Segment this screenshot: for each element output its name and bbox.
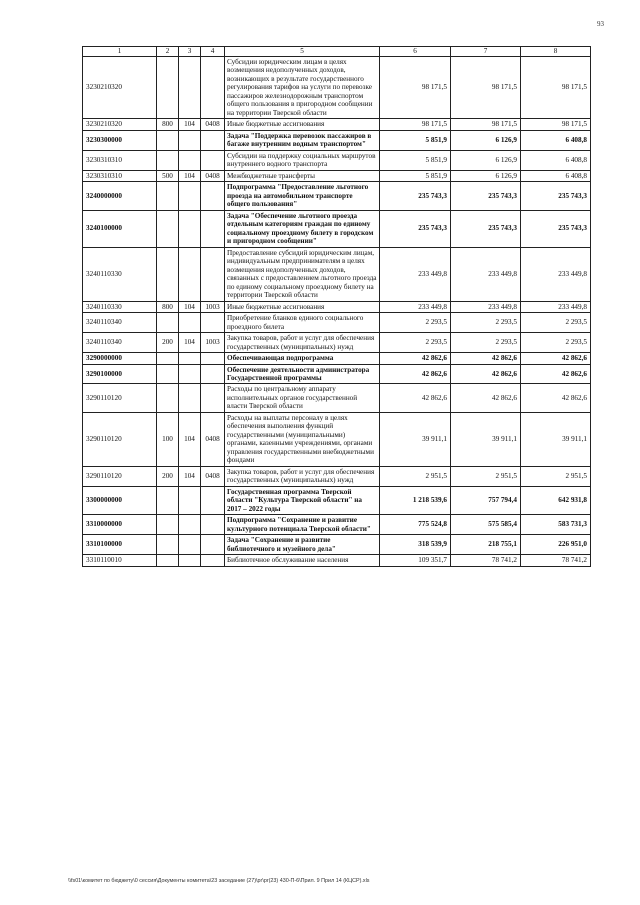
amount-cell-7: 235 743,3 (451, 210, 521, 247)
administrator-cell (179, 353, 201, 364)
code-cell: 3230300000 (83, 130, 157, 150)
description-cell: Приобретение бланков единого социального проездного билета (225, 313, 380, 333)
section-cell: 0408 (201, 119, 225, 130)
description-cell: Государственная программа Тверской области "Культура Тверской области" на 2017 – 2022 годы (225, 486, 380, 514)
administrator-cell (179, 384, 201, 412)
amount-cell-6: 775 524,8 (380, 515, 451, 535)
amount-cell-6: 5 851,9 (380, 170, 451, 181)
table-row (83, 247, 591, 301)
expense-type-cell (157, 555, 179, 566)
section-cell: 1003 (201, 333, 225, 353)
expense-type-cell (157, 364, 179, 384)
description-cell: Расходы на выплаты персоналу в целях обеспечения выполнения функций государственными (муниципальными) органами, казенными учреждениями, органами управления государственными внебюджетными фондами (225, 412, 380, 466)
table-row (83, 130, 591, 150)
expense-type-cell: 100 (157, 412, 179, 466)
table-row (83, 301, 591, 312)
amount-cell-7: 98 171,5 (451, 57, 521, 119)
expense-type-cell (157, 150, 179, 170)
code-cell: 3240110340 (83, 333, 157, 353)
section-cell (201, 313, 225, 333)
amount-cell-7: 757 794,4 (451, 486, 521, 514)
amount-cell-7: 218 755,1 (451, 535, 521, 555)
code-cell: 3240110330 (83, 301, 157, 312)
table-row (83, 119, 591, 130)
administrator-cell: 104 (179, 170, 201, 181)
administrator-cell: 104 (179, 301, 201, 312)
expense-type-cell (157, 57, 179, 119)
section-cell (201, 515, 225, 535)
amount-cell-7: 233 449,8 (451, 247, 521, 301)
table-row (83, 486, 591, 514)
header-cell: 2 (157, 47, 179, 57)
code-cell: 3240110330 (83, 247, 157, 301)
administrator-cell (179, 57, 201, 119)
file-path-footer: \\fs01\комитет по бюджету\0 сессия\Документы комитета\23 заседание (27)\pr\pr(23) 430-П-6\Прил. 9 Прил 14 (КЦСР).xls (68, 878, 370, 884)
amount-cell-7: 575 585,4 (451, 515, 521, 535)
expense-type-cell: 500 (157, 170, 179, 181)
amount-cell-7: 6 126,9 (451, 150, 521, 170)
expense-type-cell (157, 535, 179, 555)
amount-cell-8: 2 293,5 (521, 313, 591, 333)
amount-cell-6: 233 449,8 (380, 301, 451, 312)
amount-cell-6: 5 851,9 (380, 150, 451, 170)
description-cell: Подпрограмма "Предоставление льготного проезда на автомобильном транспорте общего пользования" (225, 182, 380, 210)
code-cell: 3290000000 (83, 353, 157, 364)
section-cell (201, 150, 225, 170)
header-cell: 5 (225, 47, 380, 57)
description-cell: Задача "Обеспечение льготного проезда отдельным категориям граждан по единому социальному проездному билету в городском и пригородном сообщении" (225, 210, 380, 247)
header-cell: 8 (521, 47, 591, 57)
section-cell (201, 353, 225, 364)
amount-cell-7: 98 171,5 (451, 119, 521, 130)
code-cell: 3230310310 (83, 150, 157, 170)
code-cell: 3310100000 (83, 535, 157, 555)
administrator-cell: 104 (179, 119, 201, 130)
amount-cell-8: 6 408,8 (521, 150, 591, 170)
table-row (83, 210, 591, 247)
expense-type-cell (157, 247, 179, 301)
amount-cell-7: 2 293,5 (451, 333, 521, 353)
expense-type-cell (157, 182, 179, 210)
table-row (83, 333, 591, 353)
amount-cell-6: 2 293,5 (380, 313, 451, 333)
section-cell: 0408 (201, 170, 225, 181)
code-cell: 3310000000 (83, 515, 157, 535)
section-cell (201, 247, 225, 301)
section-cell (201, 364, 225, 384)
description-cell: Межбюджетные трансферты (225, 170, 380, 181)
administrator-cell: 104 (179, 466, 201, 486)
amount-cell-8: 42 862,6 (521, 364, 591, 384)
description-cell: Иные бюджетные ассигнования (225, 301, 380, 312)
header-cell: 7 (451, 47, 521, 57)
amount-cell-6: 98 171,5 (380, 119, 451, 130)
code-cell: 3290110120 (83, 412, 157, 466)
table-row (83, 412, 591, 466)
amount-cell-6: 1 218 539,6 (380, 486, 451, 514)
amount-cell-8: 233 449,8 (521, 301, 591, 312)
expense-type-cell (157, 130, 179, 150)
administrator-cell (179, 555, 201, 566)
amount-cell-8: 98 171,5 (521, 57, 591, 119)
section-cell: 0408 (201, 466, 225, 486)
table-row (83, 57, 591, 119)
amount-cell-8: 226 951,0 (521, 535, 591, 555)
amount-cell-7: 233 449,8 (451, 301, 521, 312)
description-cell: Обеспечение деятельности администратора Государственной программы (225, 364, 380, 384)
code-cell: 3290110120 (83, 384, 157, 412)
table-row (83, 535, 591, 555)
amount-cell-6: 5 851,9 (380, 130, 451, 150)
expense-type-cell (157, 384, 179, 412)
expense-type-cell (157, 210, 179, 247)
amount-cell-6: 39 911,1 (380, 412, 451, 466)
expense-type-cell: 800 (157, 119, 179, 130)
amount-cell-8: 98 171,5 (521, 119, 591, 130)
section-cell (201, 57, 225, 119)
section-cell (201, 486, 225, 514)
description-cell: Задача "Поддержка перевозок пассажиров в багаже внутренним водным транспортом" (225, 130, 380, 150)
expense-type-cell: 200 (157, 466, 179, 486)
expense-type-cell (157, 486, 179, 514)
description-cell: Закупка товаров, работ и услуг для обеспечения государственных (муниципальных) нужд (225, 466, 380, 486)
expense-type-cell: 200 (157, 333, 179, 353)
code-cell: 3290100000 (83, 364, 157, 384)
amount-cell-7: 39 911,1 (451, 412, 521, 466)
amount-cell-8: 78 741,2 (521, 555, 591, 566)
amount-cell-7: 6 126,9 (451, 130, 521, 150)
amount-cell-6: 98 171,5 (380, 57, 451, 119)
section-cell (201, 384, 225, 412)
amount-cell-7: 42 862,6 (451, 364, 521, 384)
amount-cell-7: 235 743,3 (451, 182, 521, 210)
code-cell: 3240000000 (83, 182, 157, 210)
budget-table (82, 46, 591, 567)
description-cell: Библиотечное обслуживание населения (225, 555, 380, 566)
amount-cell-6: 2 951,5 (380, 466, 451, 486)
amount-cell-8: 235 743,3 (521, 182, 591, 210)
header-cell: 3 (179, 47, 201, 57)
section-cell (201, 555, 225, 566)
amount-cell-6: 235 743,3 (380, 210, 451, 247)
code-cell: 3230210320 (83, 57, 157, 119)
table-row (83, 150, 591, 170)
table-row (83, 555, 591, 566)
code-cell: 3290110120 (83, 466, 157, 486)
amount-cell-7: 42 862,6 (451, 353, 521, 364)
administrator-cell (179, 182, 201, 210)
amount-cell-8: 42 862,6 (521, 353, 591, 364)
amount-cell-7: 78 741,2 (451, 555, 521, 566)
amount-cell-7: 2 951,5 (451, 466, 521, 486)
section-cell (201, 210, 225, 247)
amount-cell-6: 233 449,8 (380, 247, 451, 301)
section-cell: 1003 (201, 301, 225, 312)
expense-type-cell (157, 515, 179, 535)
table-row (83, 182, 591, 210)
page-number: 93 (597, 20, 604, 28)
section-cell: 0408 (201, 412, 225, 466)
administrator-cell (179, 210, 201, 247)
section-cell (201, 182, 225, 210)
code-cell: 3240100000 (83, 210, 157, 247)
amount-cell-8: 2 293,5 (521, 333, 591, 353)
administrator-cell (179, 150, 201, 170)
administrator-cell (179, 130, 201, 150)
description-cell: Обеспечивающая подпрограмма (225, 353, 380, 364)
expense-type-cell (157, 353, 179, 364)
administrator-cell (179, 313, 201, 333)
code-cell: 3240110340 (83, 313, 157, 333)
amount-cell-8: 583 731,3 (521, 515, 591, 535)
description-cell: Субсидии на поддержку социальных маршрутов внутреннего водного транспорта (225, 150, 380, 170)
expense-type-cell (157, 313, 179, 333)
amount-cell-7: 2 293,5 (451, 313, 521, 333)
section-cell (201, 535, 225, 555)
code-cell: 3230310310 (83, 170, 157, 181)
code-cell: 3300000000 (83, 486, 157, 514)
amount-cell-6: 235 743,3 (380, 182, 451, 210)
amount-cell-6: 42 862,6 (380, 384, 451, 412)
description-cell: Задача "Сохранение и развитие библиотечного и музейного дела" (225, 535, 380, 555)
amount-cell-8: 2 951,5 (521, 466, 591, 486)
administrator-cell (179, 247, 201, 301)
amount-cell-6: 2 293,5 (380, 333, 451, 353)
description-cell: Предоставление субсидий юридическим лицам, индивидуальным предпринимателям в целях возмещения недополученных доходов, связанных с предоставлением льготного проезда по единому социальному проездному билету на территории Тверской области (225, 247, 380, 301)
administrator-cell: 104 (179, 412, 201, 466)
amount-cell-8: 235 743,3 (521, 210, 591, 247)
amount-cell-6: 318 539,9 (380, 535, 451, 555)
table-row (83, 466, 591, 486)
amount-cell-6: 42 862,6 (380, 364, 451, 384)
amount-cell-8: 39 911,1 (521, 412, 591, 466)
code-cell: 3230210320 (83, 119, 157, 130)
table-row (83, 313, 591, 333)
expense-type-cell: 800 (157, 301, 179, 312)
description-cell: Субсидии юридическим лицам в целях возмещения недополученных доходов, возникающих в результате государственного регулирования тарифов на услуги по перевозке пассажиров железнодорожным транспортом общего пользования в пригородном сообщении на территории Тверской области (225, 57, 380, 119)
amount-cell-8: 233 449,8 (521, 247, 591, 301)
administrator-cell (179, 515, 201, 535)
amount-cell-7: 42 862,6 (451, 384, 521, 412)
amount-cell-7: 6 126,9 (451, 170, 521, 181)
amount-cell-8: 42 862,6 (521, 384, 591, 412)
amount-cell-6: 109 351,7 (380, 555, 451, 566)
section-cell (201, 130, 225, 150)
header-cell: 1 (83, 47, 157, 57)
description-cell: Подпрограмма "Сохранение и развитие культурного потенциала Тверской области" (225, 515, 380, 535)
header-cell: 6 (380, 47, 451, 57)
administrator-cell (179, 364, 201, 384)
description-cell: Закупка товаров, работ и услуг для обеспечения государственных (муниципальных) нужд (225, 333, 380, 353)
header-cell: 4 (201, 47, 225, 57)
table-row (83, 170, 591, 181)
description-cell: Иные бюджетные ассигнования (225, 119, 380, 130)
table-row (83, 364, 591, 384)
table-row (83, 353, 591, 364)
budget-table-container (82, 46, 590, 567)
amount-cell-6: 42 862,6 (380, 353, 451, 364)
amount-cell-8: 642 931,8 (521, 486, 591, 514)
table-row (83, 515, 591, 535)
amount-cell-8: 6 408,8 (521, 130, 591, 150)
code-cell: 3310110010 (83, 555, 157, 566)
administrator-cell: 104 (179, 333, 201, 353)
administrator-cell (179, 535, 201, 555)
header-row (83, 47, 591, 57)
table-row (83, 384, 591, 412)
description-cell: Расходы по центральному аппарату исполнительных органов государственной власти Тверской области (225, 384, 380, 412)
administrator-cell (179, 486, 201, 514)
amount-cell-8: 6 408,8 (521, 170, 591, 181)
